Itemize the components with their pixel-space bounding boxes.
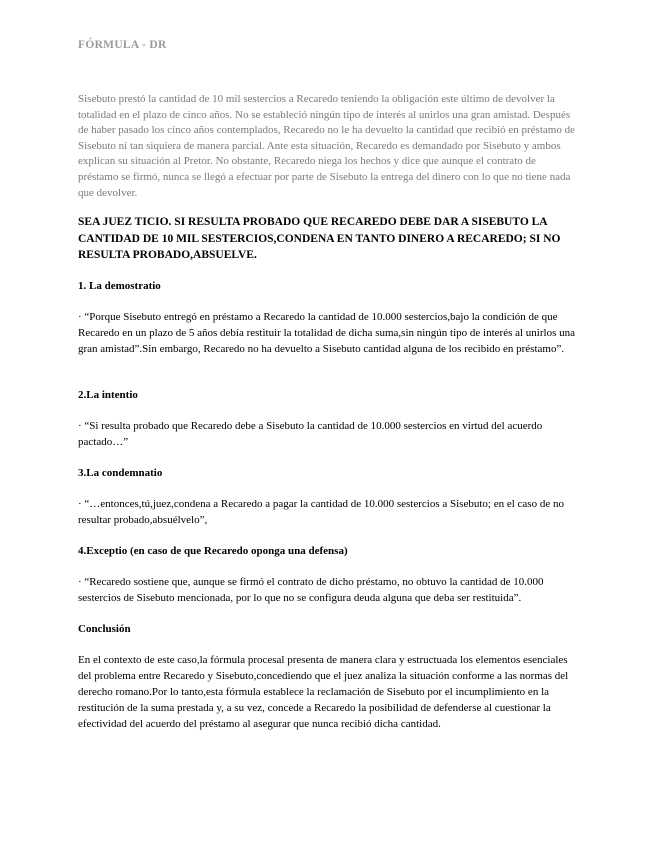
section-text-demonstratio: · “Porque Sisebuto entregó en préstamo a Recaredo la cantidad de 10.000 sestercios,bajo la condición de que Recaredo en un plazo de 5 años debía restituir la totalidad de dicha suma,sin ningún tipo de interés al unirlos una gran amistad”.Sin embargo, Recaredo no ha devuelto a Sisebuto cantidad alguna de los recibido en préstamo”. (78, 311, 575, 355)
section-text-exceptio: · “Recaredo sostiene que, aunque se firmó el contrato de dicho préstamo, no obtuvo la cantidad de 10.000 sestercios de Sisebuto mencionada, por lo que no se configura deuda alguna que deba ser restituida”. (78, 576, 544, 604)
section-heading-conclusion: Conclusión (78, 623, 131, 635)
case-intro-paragraph: Sisebuto prestó la cantidad de 10 mil sestercios a Recaredo teniendo la obligación este último de devolver la totalidad en el plazo de cinco años. No se estableció ningún tipo de interés al unirlos una gran amistad. Después de haber pasado los cinco años contemplados, Recaredo no le ha devuelto la cantidad que recibió en préstamo de Sisebuto ni tan siquiera de manera parcial. Ante esta situación, Recaredo es demandado por Sisebuto y ambos explican su situación al Pretor. No obstante, Recaredo niega los hechos y dice que aunque el contrato de préstamo se firmó, nunca se llegó a efectuar por parte de Sisebuto la entrega del dinero con lo que no tiene nada que devolver. (78, 93, 575, 199)
section-text-condemnatio: · “…entonces,tú,juez,condena a Recaredo a pagar la cantidad de 10.000 sestercios a Sisebuto; en el caso de no resultar probado,absuélvelo”, (78, 498, 564, 526)
section-heading-demonstratio: 1. La demostratio (78, 280, 161, 292)
document-header-title: FÓRMULA - DR (78, 39, 167, 51)
section-heading-exceptio: 4.Exceptio (en caso de que Recaredo oponga una defensa) (78, 545, 348, 557)
section-heading-intentio: 2.La intentio (78, 389, 138, 401)
judge-instruction-paragraph: SEA JUEZ TICIO. SI RESULTA PROBADO QUE RECAREDO DEBE DAR A SISEBUTO LA CANTIDAD DE 10 MIL SESTERCIOS,CONDENA EN TANTO DINERO A RECAREDO; SI NO RESULTA PROBADO,ABSUELVE. (78, 216, 561, 261)
section-heading-condemnatio: 3.La condemnatio (78, 467, 163, 479)
section-text-conclusion: En el contexto de este caso,la fórmula procesal presenta de manera clara y estructuada los elementos esenciales del problema entre Recaredo y Sisebuto,concediendo que el juez analiza la situación conforme a las normas del derecho romano.Por lo tanto,esta fórmula establece la reclamación de Sisebuto por el incumplimiento en la restitución de la suma prestada y, a su vez, concede a Recaredo la posibilidad de defenderse al cuestionar la efectividad del acuerdo del préstamo al asegurar que nunca recibió dicha cantidad. (78, 654, 569, 730)
section-text-intentio: · “Si resulta probado que Recaredo debe a Sisebuto la cantidad de 10.000 sestercios en virtud del acuerdo pactado…” (78, 420, 543, 448)
